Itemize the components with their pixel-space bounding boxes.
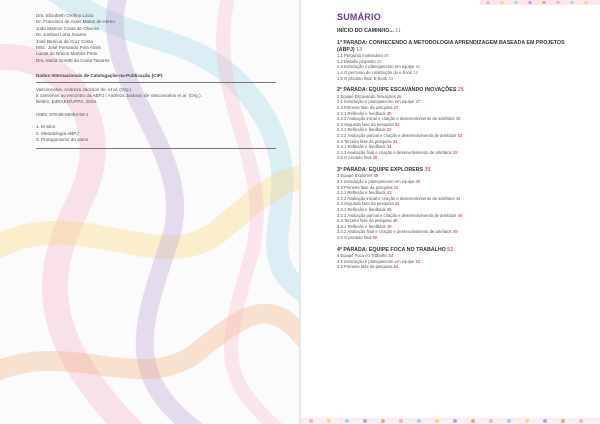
toc-item-page: 46 xyxy=(386,207,392,213)
author-list xyxy=(36,13,276,64)
toc-section-1 xyxy=(337,40,569,81)
author-line: Dra. Elizabeth Orofino Lúcio xyxy=(36,13,94,18)
cip-title: Dados Internacionais de Catalogação-na-Publicação (CIP) xyxy=(36,73,276,82)
toc-item[interactable] xyxy=(337,264,569,270)
toc-item-page: 20 xyxy=(384,53,389,59)
decorative-dots-bottom xyxy=(301,418,600,424)
toc-item-label: 4.2 Primeira fase da pesquisa xyxy=(337,264,393,270)
toc-item-page: 20 xyxy=(376,58,382,64)
toc-section-label: 3ª PARADA: EQUIPE EXPLORERS xyxy=(337,166,424,173)
toc-item-page: 33 xyxy=(457,132,463,138)
toc-item-page: 43 xyxy=(386,190,392,196)
toc-item-label: 3.2 Primeira fase da pesquisa xyxy=(337,184,393,190)
toc-item-page: 32 xyxy=(386,127,392,133)
toc-item[interactable] xyxy=(337,235,569,241)
toc-item-label: 1.5 O produto final: E-book xyxy=(337,75,388,81)
toc-item-page: 46 xyxy=(457,212,463,218)
left-page xyxy=(0,0,299,424)
toc-item-label: 4 Equipe Foca no Trabalho xyxy=(337,253,388,259)
toc-section-heading[interactable] xyxy=(337,40,569,53)
toc-item-page: 30 xyxy=(455,116,461,122)
toc-section-label: 4ª PARADA: EQUIPE FOCA NO TRABALHO xyxy=(337,246,446,253)
toc-item-page: 44 xyxy=(394,201,400,207)
toc-item-label: 4.1 Introdução e planejamento em equipe xyxy=(337,258,415,264)
author-line: Dra. Maria Goretti da Costa Tavares xyxy=(36,57,110,63)
cip-block xyxy=(36,73,276,148)
table-of-contents xyxy=(337,12,569,270)
toc-item-label: 2.3.1 Reflexão e feedback xyxy=(337,127,386,133)
toc-item-page: 48 xyxy=(392,218,398,224)
toc-item-label: 2.2.2 Avaliação inicial e criação e desenvolvimento de artefatos xyxy=(337,116,455,122)
toc-item-page: 49 xyxy=(386,223,392,229)
decorative-dots-top xyxy=(480,0,600,5)
toc-item-page: 54 xyxy=(393,264,399,270)
toc-item-label: 2.5 O produto final xyxy=(337,155,372,161)
toc-item-label: 1.1 Pergunta motivadora xyxy=(337,53,383,59)
toc-item-page: 38 xyxy=(372,155,378,161)
toc-item-label: 2.1 Introdução e planejamento em equipe xyxy=(337,99,415,105)
author-line: Lucas do Nôvoa Martins Pinto xyxy=(36,51,98,57)
toc-section-label: 2ª PARADA: EQUIPE ESCAVANDO INOVAÇÕES xyxy=(337,87,457,94)
cip-subject: 1. Ensino xyxy=(36,124,56,130)
toc-item-page: 34 xyxy=(386,144,392,150)
toc-item-label: 2 Equipe Escavando Inovações xyxy=(337,93,396,99)
toc-item-label: 2.4.2 Avaliação final e criação e desenvolvimento de artefatos xyxy=(337,149,452,155)
toc-item-page: 32 xyxy=(394,121,400,127)
cip-subject: 3. Protagonismo do aluno xyxy=(36,137,89,143)
toc-section-heading[interactable] xyxy=(337,167,569,174)
cip-body xyxy=(36,87,276,106)
author-line: Dr. Joelson Lima Soares xyxy=(36,32,87,38)
toc-item-label: 1.4 O percurso de construção do e-book xyxy=(337,69,412,75)
cip-line: Belém: EdRAED/UFPA, 2018. xyxy=(36,99,98,105)
toc-item-label: 2.2 Primeira fase da pesquisa xyxy=(337,104,393,110)
toc-item-label: 2.4 Terceira fase da pesquisa xyxy=(337,138,392,144)
cip-subjects xyxy=(36,124,276,143)
toc-item-label: 3.3.2 Avaliação parcial e criação e desenvolvimento de artefatos xyxy=(337,212,457,218)
toc-item-label: 3.4.1 Reflexão e feedback xyxy=(337,223,386,229)
toc-item-page: 49 xyxy=(452,229,458,235)
author-line: João Marcos Costa de Oliveira xyxy=(36,25,99,31)
toc-section-page: 52 xyxy=(447,246,454,253)
toc-item-label: 1.2 Desafio proposto xyxy=(337,58,376,64)
toc-item-page: 30 xyxy=(386,110,392,116)
toc-item[interactable] xyxy=(337,76,569,82)
toc-section-4 xyxy=(337,247,569,270)
cip-line: Vasconcelos, Andreza Jackson de. et al. (Org.) xyxy=(36,86,132,92)
cip-isbn: ISBN: 978-85-65054-59-1 xyxy=(36,111,89,117)
toc-item-page: 34 xyxy=(392,138,398,144)
cip-line: 5 caminhos ao encontro da ABPJ / Andreza Jackson de Vasconcelos et al. (Org.). xyxy=(36,93,202,99)
author-line: MSc. José Fernando Pina Assis xyxy=(36,45,101,51)
toc-section-label: 1ª PARADA: CONHECENDO A METODOLOGIA APRENDIZAGEM BASEADA EM PROJETOS (ABPJ) xyxy=(337,40,565,53)
author-line: Dr. Francisco de Assis Matos de Abreu xyxy=(36,19,115,25)
toc-intro-label: INÍCIO DO CAMINHO... xyxy=(337,28,394,34)
toc-item-label: 3.1 Introdução e planejamento em equipe xyxy=(337,179,415,185)
toc-item-label: 3.3.1 Reflexão e feedback xyxy=(337,207,386,213)
toc-section-2 xyxy=(337,87,569,161)
toc-item-label: 3.5 O produto final xyxy=(337,235,372,240)
toc-item-page: 53 xyxy=(415,258,421,264)
toc-item-page: 40 xyxy=(373,173,379,179)
cip-bottom-rule xyxy=(36,148,276,149)
toc-item-label: 3.4.2 Avaliação final e criação e desenvolvimento de artefatos xyxy=(337,229,452,235)
toc-item-page: 50 xyxy=(372,235,378,240)
toc-item-page: 27 xyxy=(393,104,399,110)
toc-item-label: 3.3 Segunda fase da pesquisa xyxy=(337,201,394,207)
toc-item-label: 3.4 Terceira fase da pesquisa xyxy=(337,218,392,224)
toc-item[interactable] xyxy=(337,155,569,161)
toc-item-label: 2.3.2 Avaliação parcial e criação e desenvolvimento de artefatos xyxy=(337,132,457,138)
toc-item-page: 41 xyxy=(393,184,399,190)
colophon xyxy=(36,13,276,149)
toc-item-page: 44 xyxy=(455,195,461,201)
cip-subject: 2. Metodologia ABPJ xyxy=(36,130,79,136)
toc-section-page: 25 xyxy=(457,87,464,94)
toc-item-label: 3 Equipe Explorers xyxy=(337,173,373,179)
toc-item-label: 2.2.1 Reflexão e feedback xyxy=(337,110,386,116)
toc-item-page: 23 xyxy=(413,69,418,75)
toc-section-page: 39 xyxy=(424,166,431,173)
toc-item-label: 3.2.1 Reflexão e feedback xyxy=(337,190,386,196)
toc-item-label: 1.3 Introdução e planejamento em equipe xyxy=(337,64,415,70)
toc-section-3 xyxy=(337,167,569,241)
toc-item-page: 21 xyxy=(415,64,421,70)
toc-section-page: 13 xyxy=(356,46,363,53)
toc-item-label: 2.3 Segunda fase da pesquisa xyxy=(337,121,394,127)
toc-item-page: 26 xyxy=(396,93,402,99)
toc-item-page: 35 xyxy=(452,149,458,155)
right-page xyxy=(301,0,600,424)
toc-item-label: 2.4.1 Reflexão e feedback xyxy=(337,144,386,150)
toc-item-page: 53 xyxy=(388,253,394,259)
author-line: José Benício da Cruz Costa xyxy=(36,38,93,44)
toc-section-heading[interactable] xyxy=(337,87,569,94)
toc-intro-page: 11 xyxy=(395,28,401,34)
toc-intro[interactable] xyxy=(337,28,569,34)
toc-item-page: 23 xyxy=(388,75,393,81)
toc-item-page: 40 xyxy=(415,179,421,185)
toc-section-heading[interactable] xyxy=(337,247,569,254)
toc-title: SUMÁRIO xyxy=(337,12,381,22)
toc-item-page: 27 xyxy=(415,99,421,105)
toc-item-label: 3.2.2 Avaliação inicial e criação e desenvolvimento de artefatos xyxy=(337,195,455,201)
